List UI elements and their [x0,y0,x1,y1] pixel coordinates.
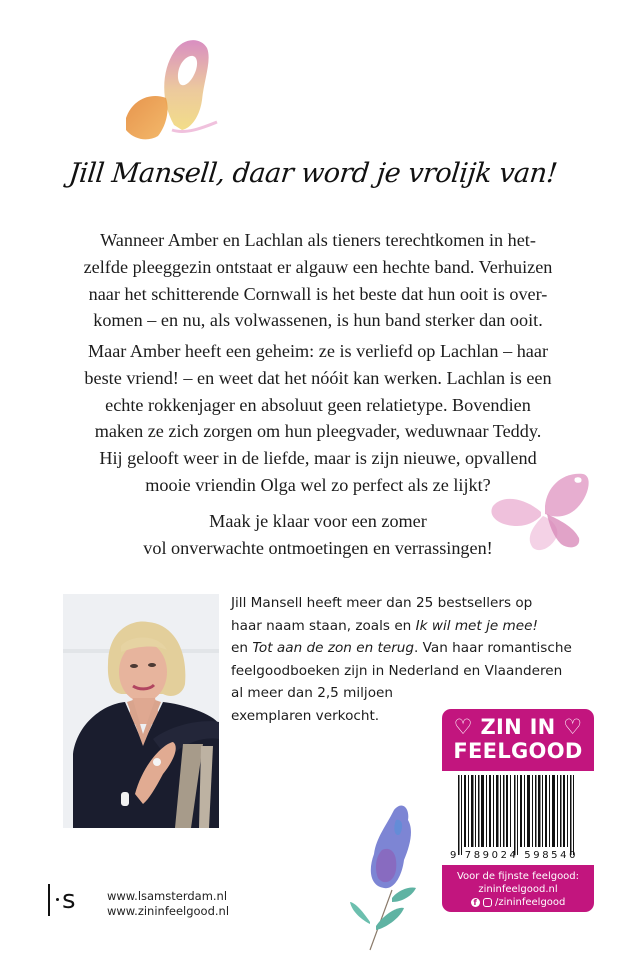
zin-in-feelgood-badge [442,709,594,912]
bio-line: exemplaren verkocht. [231,707,380,724]
blurb-line: mooie vriendin Olga wel zo perfect als ze lijkt? [145,474,491,495]
blurb-line: naar het schitterende Cornwall is het beste dat hun ooit is over- [88,283,548,304]
blurb-line: beste vriend! – en weet dat het nóóit kan werken. Lachlan is een [84,367,552,388]
bio-line: al meer dan 2,5 miljoen [231,685,394,701]
logo-dot [56,898,59,901]
heart-icon: ♡ [453,715,473,739]
tagline: Jill Mansell, daar word je vrolijk van! [67,158,559,189]
book-title: Tot aan de zon en terug [252,640,415,656]
isbn-digits: 9 789024 598540 [450,850,579,861]
heart-icon: ♡ [563,715,583,739]
book-title: Ik wil met je mee! [415,617,538,634]
flower-illustration [340,790,420,960]
blurb-paragraph-1 [58,227,578,334]
blurb-paragraph-3 [58,508,578,562]
bio-line: Jill Mansell heeft meer dan 25 bestsellers op [231,595,533,611]
blurb-line: echte rokkenjager en absoluut geen relatietype. Bovendien [105,394,531,415]
isbn-barcode [442,771,594,865]
blurb-line: Maar Amber heeft een geheim: ze is verliefd op Lachlan – haar [87,341,549,361]
blurb-line: Maak je klaar voor een zomer [209,511,427,531]
publisher-urls [107,889,229,919]
logo-bar [48,884,50,916]
url-zininfeelgood: www.zininfeelgood.nl [107,904,230,918]
badge-footer: Voor de fijnste feelgood: zininfeelgood.nl f /zininfeelgood [456,871,580,908]
blurb-line: komen – en nu, als volwassenen, is hun band sterker dan ooit. [93,310,543,331]
author-photo [63,594,219,828]
badge-title: ♡ ZIN IN ♡ FEELGOOD [453,715,583,763]
butterfly-illustration-top [112,30,227,155]
blurb-line: zelfde pleeggezin ontstaat er algauw een hechte band. Verhuizen [83,256,553,277]
bio-line: feelgoodboeken zijn in Nederland en Vlaanderen [231,662,563,679]
blurb-line: maken ze zich zorgen om hun pleegvader, weduwnaar Teddy. [94,421,542,442]
bio-line: en Tot aan de zon en terug. Van haar romantische [231,640,572,656]
blurb-line: Hij gelooft weer in de liefde, maar is zijn nieuwe, opvallend [99,448,537,469]
blurb-line: Wanneer Amber en Lachlan als tieners terechtkomen in het- [100,230,536,250]
blurb-line: vol onverwachte ontmoetingen en verrassingen! [143,537,493,558]
author-bio [231,592,611,727]
publisher-logo: s [48,884,76,916]
facebook-icon: f [471,898,480,907]
bio-line: haar naam staan, zoals en Ik wil met je mee! [231,617,538,634]
url-lsamsterdam: www.lsamsterdam.nl [107,889,228,903]
instagram-icon [483,898,492,907]
